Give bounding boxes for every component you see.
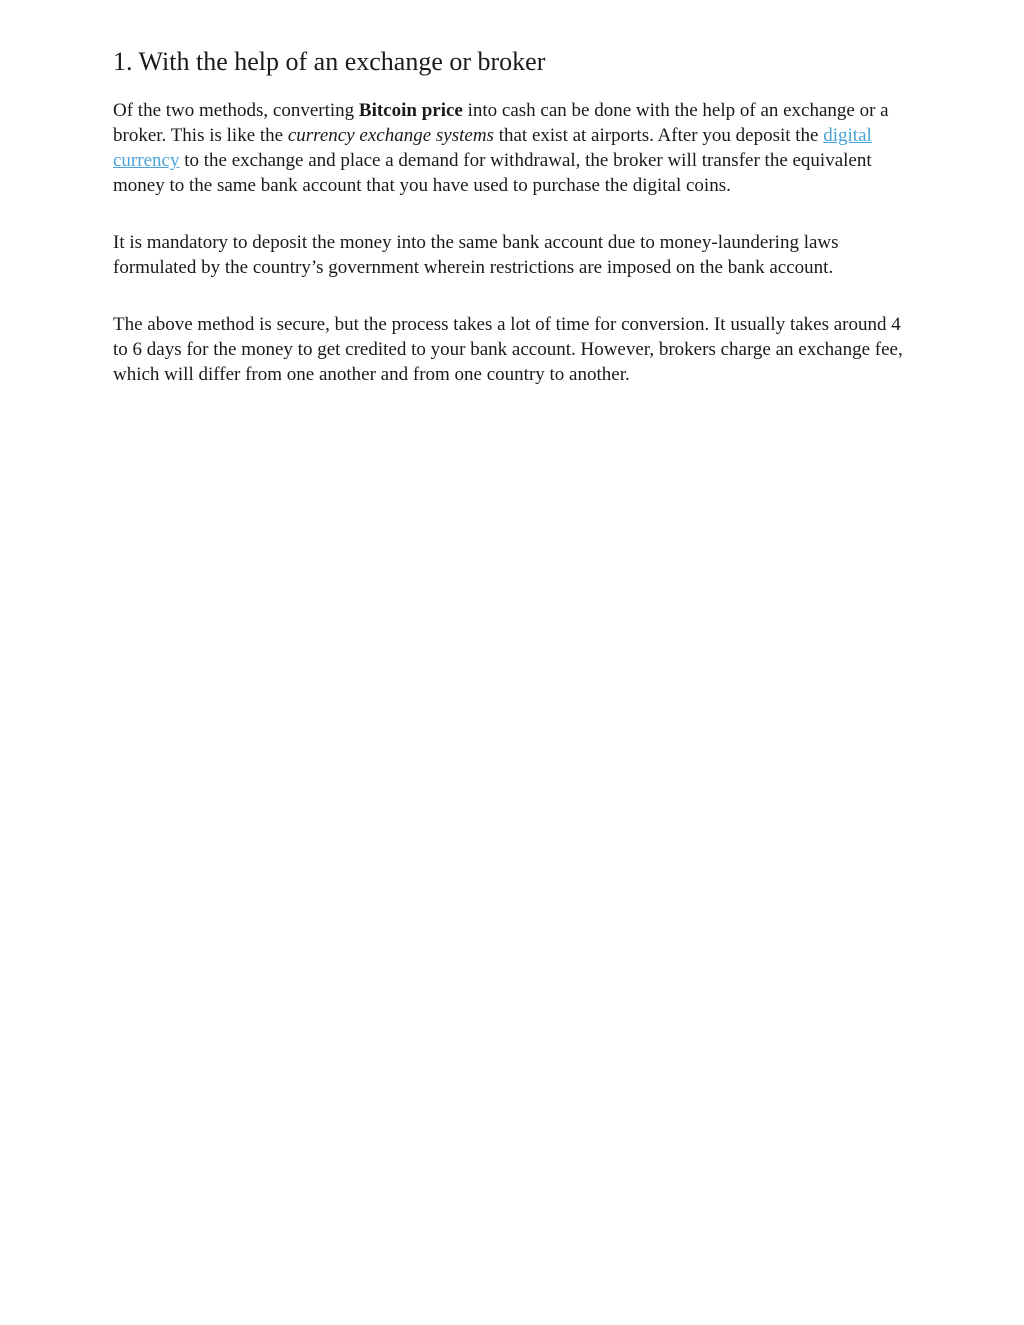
paragraph-text: Of the two methods, converting xyxy=(113,100,359,121)
paragraph-method-secure: The above method is secure, but the process takes a lot of time for conversion. It usually takes around 4 to 6 days for the money to get credited to your bank account. However, brokers charge an exchange fee, which will differ from one another and from one country to another. xyxy=(113,314,903,385)
paragraph-text: to the exchange and place a demand for withdrawal, the broker will transfer the equivalent money to the same bank account that you have used to purchase the digital coins. xyxy=(113,150,872,196)
document-page xyxy=(113,44,913,419)
bold-term-bitcoin-price: Bitcoin price xyxy=(358,100,463,121)
paragraph-mandatory-deposit: It is mandatory to deposit the money into the same bank account due to money-laundering laws formulated by the country’s government wherein restrictions are imposed on the bank account. xyxy=(113,232,839,278)
digital-currency-link[interactable]: digital currency xyxy=(113,125,872,171)
italic-term-currency-exchange: currency exchange systems xyxy=(287,125,494,146)
paragraph-text: into cash can be done with the help of an exchange or a broker. This is like the xyxy=(113,100,889,146)
paragraph-exchange-broker xyxy=(113,98,913,198)
section-heading: 1. With the help of an exchange or broker xyxy=(113,47,546,76)
paragraph-text: that exist at airports. After you deposit the xyxy=(493,125,824,146)
